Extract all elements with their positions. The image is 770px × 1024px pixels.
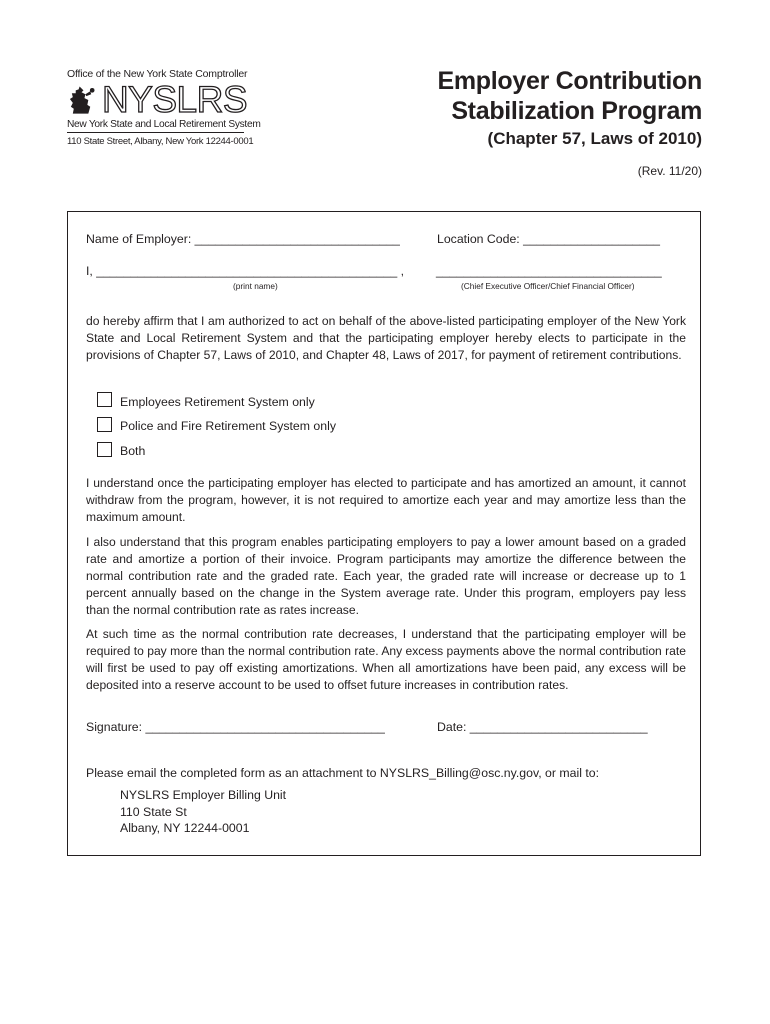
form-title-line1: Employer Contribution — [437, 67, 702, 95]
ers-only-label: Employees Retirement System only — [120, 395, 315, 409]
withdrawal-paragraph: I understand once the participating employer has elected to participate and has amortized an amount, it cannot withdraw from the program, however, it is not required to amortize each year and may amortize less than the maximum amount. — [86, 476, 686, 524]
rate-decrease-paragraph: At such time as the normal contribution rate decreases, I understand that the participating employer will be required to pay more than the normal contribution rate. Any excess payments above the normal contribution rate will first be used to pay off existing amortizations. When all amortizations have been paid, any excess will be deposited into a reserve account to be used to offset future increases in contribution rates. — [86, 627, 686, 692]
system-name: New York State and Local Retirement System — [67, 119, 261, 130]
revision-date: (Rev. 11/20) — [637, 164, 702, 178]
form-title-block — [437, 66, 702, 178]
location-code-field[interactable]: Location Code: ____________________ — [437, 232, 660, 246]
form-subtitle: (Chapter 57, Laws of 2010) — [487, 129, 702, 148]
logo-text: NYSLRS — [101, 79, 247, 120]
agency-address: 110 State Street, Albany, New York 12244-0001 — [67, 136, 254, 147]
date-field[interactable]: Date: __________________________ — [437, 720, 648, 734]
both-label: Both — [120, 444, 146, 458]
affirmation-paragraph: do hereby affirm that I am authorized to act on behalf of the above-listed participating employer of the New York State and Local Retirement System and that the participating employer hereby elects to participate in the provisions of Chapter 57, Laws of 2010, and Chapter 48, Laws of 2017, for payment of retirement contributions. — [86, 314, 686, 362]
employer-name-field[interactable]: Name of Employer: ______________________________ — [86, 232, 400, 246]
signature-field[interactable]: Signature: ___________________________________ — [86, 720, 385, 734]
signer-name-field[interactable]: I, ____________________________________________ , — [86, 264, 404, 278]
officer-caption: (Chief Executive Officer/Chief Financial Officer) — [461, 281, 635, 291]
mail-address-line1: NYSLRS Employer Billing Unit — [120, 788, 287, 802]
office-name: Office of the New York State Comptroller — [67, 68, 248, 80]
email-instruction: Please email the completed form as an attachment to NYSLRS_Billing@osc.ny.gov, or mail to: — [86, 766, 600, 780]
mail-address-line2: 110 State St — [120, 805, 187, 819]
nyslrs-logo — [67, 79, 247, 120]
agency-header — [67, 68, 261, 147]
mail-address-line3: Albany, NY 12244-0001 — [120, 821, 250, 835]
graded-rate-paragraph: I also understand that this program enables participating employers to pay a lower amount based on a graded rate and amortize a portion of their invoice. Program participants may amortize the difference between the normal contribution rate and the graded rate. Each year, the graded rate will increase or decrease up to 1 percent annually based on the change in the System average rate. Under this program, employers pay less than the normal contribution rate as rates increase. — [86, 535, 686, 617]
both-checkbox[interactable] — [97, 442, 112, 457]
header-divider — [67, 132, 244, 133]
pfrs-only-label: Police and Fire Retirement System only — [120, 419, 336, 433]
ers-only-checkbox[interactable] — [97, 392, 112, 407]
form-body — [67, 211, 701, 856]
statue-of-liberty-icon — [67, 85, 100, 115]
form-title-line2: Stabilization Program — [451, 97, 702, 125]
pfrs-only-checkbox[interactable] — [97, 417, 112, 432]
signer-title-field[interactable]: _________________________________ — [436, 264, 662, 278]
print-name-caption: (print name) — [233, 281, 278, 291]
